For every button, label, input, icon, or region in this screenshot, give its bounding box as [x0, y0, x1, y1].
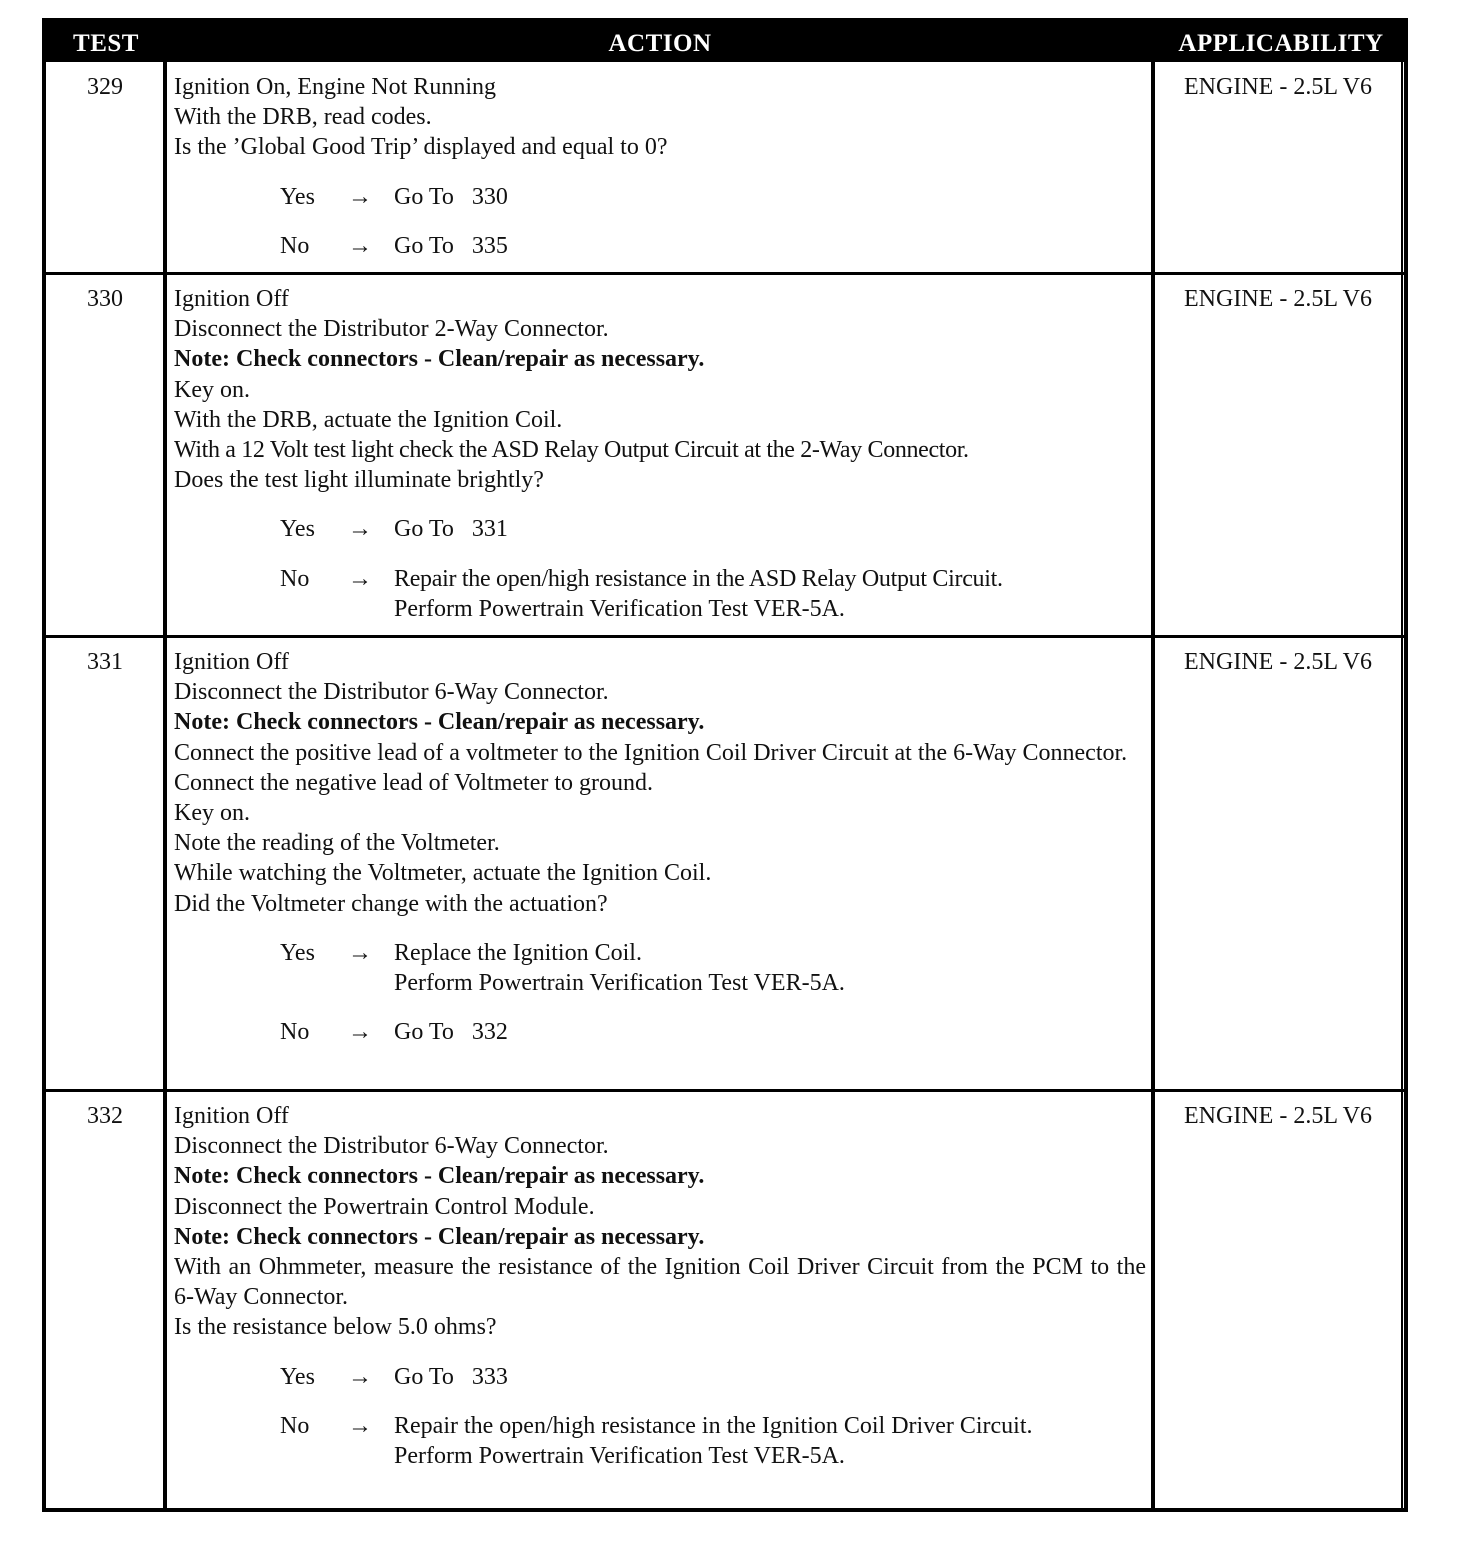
action-line: Ignition Off — [174, 1103, 289, 1129]
row-divider — [46, 635, 1404, 638]
table-row — [46, 1093, 1404, 1512]
diagnostic-test-table — [42, 18, 1408, 1512]
no-result: Repair the open/high resistance in the Ignition Coil Driver Circuit. — [394, 1412, 1033, 1439]
no-result: Perform Powertrain Verification Test VER-5A. — [394, 595, 845, 622]
action-line: Note the reading of the Voltmeter. — [174, 830, 500, 857]
row-divider — [46, 272, 1404, 275]
action-cell — [174, 64, 1146, 261]
action-line: Disconnect the Powertrain Control Module. — [174, 1193, 595, 1220]
action-line: Disconnect the Distributor 2-Way Connector. — [174, 316, 609, 343]
no-label: No — [280, 1019, 310, 1046]
yes-label: Yes — [280, 183, 315, 210]
action-line: Disconnect the Distributor 6-Way Connector. — [174, 1133, 609, 1160]
yes-result: Replace the Ignition Coil. — [394, 939, 642, 966]
action-cell — [174, 1093, 1146, 1471]
yes-result: Go To 331 — [394, 516, 508, 543]
test-number: 331 — [87, 649, 123, 675]
action-note: Note: Check connectors - Clean/repair as necessary. — [174, 1163, 705, 1190]
yes-branch — [174, 182, 1146, 212]
no-branch — [174, 1411, 1146, 1471]
action-line: Disconnect the Distributor 6-Way Connector. — [174, 679, 609, 706]
yes-branch — [174, 938, 1146, 998]
action-cell — [174, 639, 1146, 1047]
yes-label: Yes — [280, 516, 315, 543]
action-line: Is the ’Global Good Trip’ displayed and equal to 0? — [174, 134, 668, 161]
header-test: TEST — [73, 30, 139, 57]
arrow-icon: → — [348, 565, 372, 592]
action-cell — [174, 276, 1146, 624]
action-line: With an Ohmmeter, measure the resistance of the Ignition Coil Driver Circuit from the PCM to the 6-Way Connector. — [174, 1254, 1146, 1311]
action-line: Did the Voltmeter change with the actuation? — [174, 890, 608, 917]
header-action: ACTION — [608, 30, 712, 57]
action-line: With a 12 Volt test light check the ASD Relay Output Circuit at the 2-Way Connector. — [174, 437, 969, 464]
arrow-icon: → — [348, 1019, 372, 1046]
applicability-cell: ENGINE - 2.5L V6 — [1184, 74, 1372, 100]
no-branch — [174, 564, 1146, 624]
yes-branch — [174, 1362, 1146, 1392]
table-row — [46, 276, 1404, 635]
applicability-cell: ENGINE - 2.5L V6 — [1184, 1103, 1372, 1129]
yes-label: Yes — [280, 939, 315, 966]
yes-label: Yes — [280, 1363, 315, 1390]
action-line: With the DRB, read codes. — [174, 104, 432, 131]
table-row — [46, 64, 1404, 272]
action-line: Connect the negative lead of Voltmeter to ground. — [174, 769, 653, 796]
action-line: Ignition Off — [174, 286, 289, 312]
action-line: Ignition Off — [174, 649, 289, 675]
action-note: Note: Check connectors - Clean/repair as necessary. — [174, 709, 705, 736]
no-result: Go To 332 — [394, 1019, 508, 1046]
test-number: 332 — [87, 1103, 123, 1129]
action-note: Note: Check connectors - Clean/repair as necessary. — [174, 1223, 705, 1250]
yes-branch — [174, 514, 1146, 544]
action-line: Does the test light illuminate brightly? — [174, 467, 544, 494]
arrow-icon: → — [348, 1412, 372, 1439]
no-branch — [174, 1017, 1146, 1047]
arrow-icon: → — [348, 516, 372, 543]
action-line: Key on. — [174, 800, 250, 827]
action-line: Key on. — [174, 376, 250, 403]
header-applicability: APPLICABILITY — [1178, 30, 1384, 57]
test-number: 330 — [87, 286, 123, 312]
arrow-icon: → — [348, 232, 372, 259]
no-result: Perform Powertrain Verification Test VER-5A. — [394, 1443, 845, 1470]
no-branch — [174, 231, 1146, 261]
no-label: No — [280, 232, 310, 259]
applicability-cell: ENGINE - 2.5L V6 — [1184, 649, 1372, 675]
table-row — [46, 639, 1404, 1089]
no-label: No — [280, 565, 310, 592]
yes-result: Go To 333 — [394, 1363, 508, 1390]
arrow-icon: → — [348, 939, 372, 966]
action-line: With the DRB, actuate the Ignition Coil. — [174, 406, 563, 433]
action-line: While watching the Voltmeter, actuate the Ignition Coil. — [174, 860, 712, 887]
no-label: No — [280, 1412, 310, 1439]
applicability-cell: ENGINE - 2.5L V6 — [1184, 286, 1372, 312]
action-line: Ignition On, Engine Not Running — [174, 74, 496, 100]
no-result: Go To 335 — [394, 232, 508, 259]
no-result: Repair the open/high resistance in the ASD Relay Output Circuit. — [394, 565, 1003, 592]
test-number: 329 — [87, 74, 123, 100]
action-line: Connect the positive lead of a voltmeter to the Ignition Coil Driver Circuit at the 6-Way Connector. — [174, 739, 1128, 766]
yes-result: Perform Powertrain Verification Test VER-5A. — [394, 970, 845, 997]
yes-result: Go To 330 — [394, 183, 508, 210]
arrow-icon: → — [348, 183, 372, 210]
row-divider — [46, 1089, 1404, 1092]
arrow-icon: → — [348, 1363, 372, 1390]
action-note: Note: Check connectors - Clean/repair as necessary. — [174, 346, 705, 373]
action-line: Is the resistance below 5.0 ohms? — [174, 1314, 497, 1341]
table-header — [46, 22, 1404, 62]
